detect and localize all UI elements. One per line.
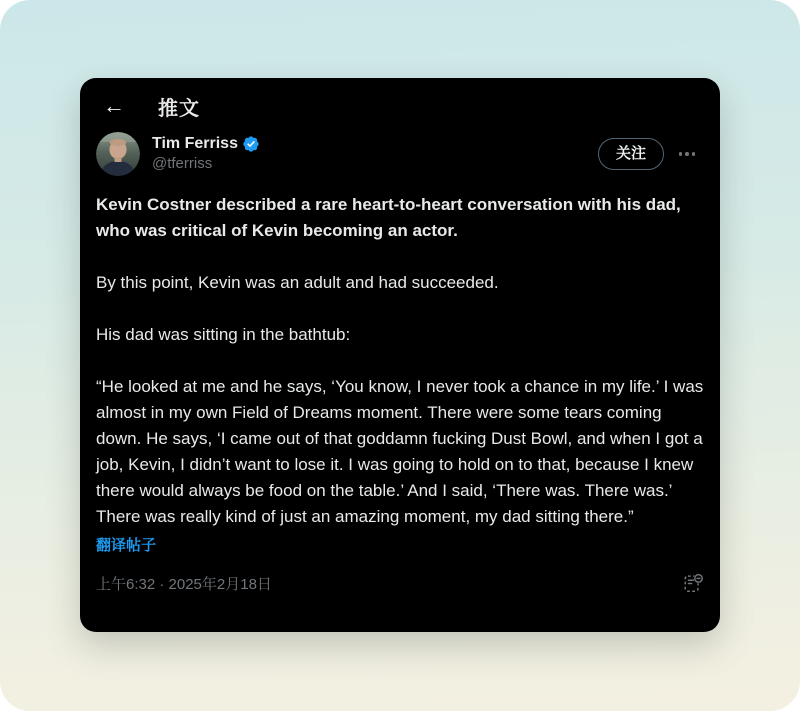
translate-post-link[interactable]: 翻译帖子 — [96, 537, 157, 554]
page-title: 推文 — [158, 97, 200, 120]
tweet-paragraph-lead: Kevin Costner described a rare heart-to-heart conversation with his dad, who was critical of Kevin becoming an actor. — [96, 195, 681, 240]
tweet-detail-card — [80, 78, 720, 632]
back-button[interactable] — [96, 88, 132, 124]
author-name[interactable]: Tim Ferriss — [152, 135, 238, 152]
dashed-clipboard-slash-glyph — [682, 572, 704, 594]
tweet-detail-header — [96, 88, 704, 124]
author-handle[interactable]: @tferriss — [152, 155, 213, 172]
avatar[interactable] — [96, 132, 140, 176]
avatar-photo-placeholder — [96, 132, 140, 176]
tweet-paragraph-quote: “He looked at me and he says, ‘You know, I never took a chance in my life.’ I was almost in my own Field of Dreams moment. There were some tears coming down. He says, ‘I came out of that goddamn fucking Dust Bowl, and when I got a job, Kevin, I didn’t want to lose it. I was going to hold on to that, because I knew there would always be food on the table.’ And I said, ‘There was. There was.’ There was really kind of just an amazing moment, my dad sitting there.” — [96, 377, 704, 526]
tweet-footer — [96, 572, 704, 594]
back-arrow-icon: ← — [103, 93, 125, 118]
verified-badge-icon — [242, 135, 260, 153]
timestamp: 上午6:32 · 2025年2月18日 — [96, 575, 272, 593]
follow-button[interactable]: 关注 — [598, 138, 664, 170]
tweet-author-row — [96, 132, 704, 176]
author-block — [152, 134, 260, 174]
tweet-paragraph: By this point, Kevin was an adult and had succeeded. — [96, 273, 499, 292]
tweet-paragraph: His dad was sitting in the bathtub: — [96, 325, 351, 344]
more-icon[interactable] — [670, 137, 704, 171]
tweet-text — [96, 192, 704, 530]
analytics-unavailable-icon[interactable] — [682, 572, 704, 594]
